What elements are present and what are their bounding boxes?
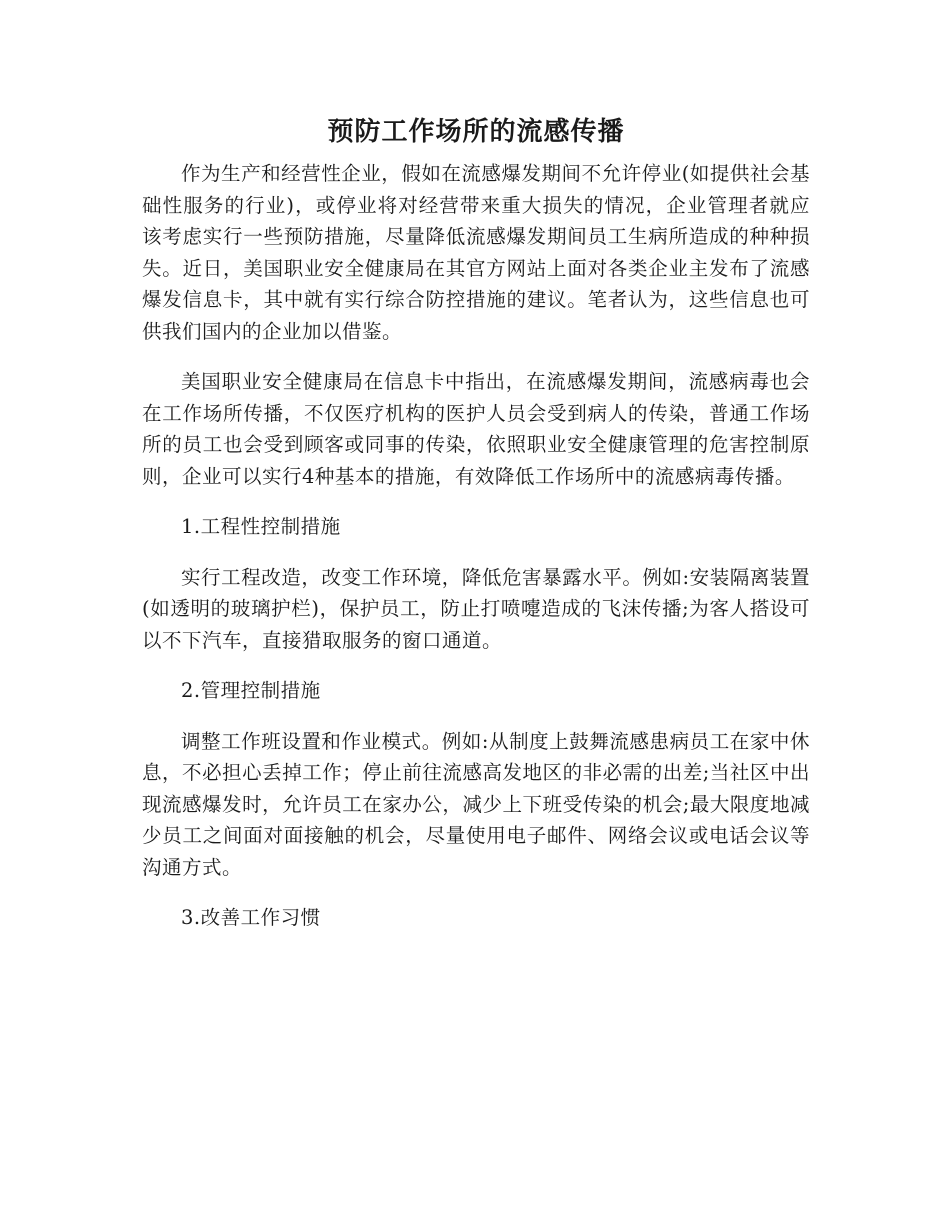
paragraph-gap [142, 347, 810, 366]
intro-paragraph-2: 美国职业安全健康局在信息卡中指出，在流感爆发期间，流感病毒也会在工作场所传播，不仅医疗机构的医护人员会受到病人的传染，普通工作场所的员工也会受到顾客或同事的传染，依照职业安全健康管理的危害控制原则，企业可以实行4种基本的措施，有效降低工作场所中的流感病毒传播。 [142, 370, 810, 488]
section-body-1: 实行工程改造，改变工作环境，降低危害暴露水平。例如:安装隔离装置(如透明的玻璃护栏)，保护员工，防止打喷嚏造成的飞沫传播;为客人搭设可以不下汽车，直接猎取服务的窗口通道。 [142, 565, 810, 652]
section-body-2: 调整工作班设置和作业模式。例如:从制度上鼓舞流感患病员工在家中休息，不必担心丢掉工作；停止前往流感高发地区的非必需的出差;当社区中出现流感爆发时，允许员工在家办公，减少上下班受传染的机会;最大限度地减少员工之间面对面接触的机会，尽量使用电子邮件、网络会议或电话会议等沟通方式。 [142, 729, 810, 879]
section-heading-2: 2.管理控制措施 [181, 679, 321, 702]
paragraph-gap [142, 543, 810, 562]
paragraph-gap [142, 707, 810, 726]
paragraph-gap [142, 492, 810, 511]
intro-paragraph-1: 作为生产和经营性企业，假如在流感爆发期间不允许停业(如提供社会基础性服务的行业)，或停业将对经营带来重大损失的情况，企业管理者就应该考虑实行一些预防措施，尽量降低流感爆发期间员工生病所造成的种种损失。近日，美国职业安全健康局在其官方网站上面对各类企业主发布了流感爆发信息卡，其中就有实行综合防控措施的建议。笔者认为，这些信息也可供我们国内的企业加以借鉴。 [142, 162, 810, 343]
document-title: 预防工作场所的流感传播 [327, 117, 625, 147]
section-heading-1: 1.工程性控制措施 [181, 515, 341, 538]
paragraph-gap [142, 883, 810, 902]
paragraph-gap [142, 656, 810, 675]
section-heading-3: 3.改善工作习惯 [181, 906, 321, 929]
